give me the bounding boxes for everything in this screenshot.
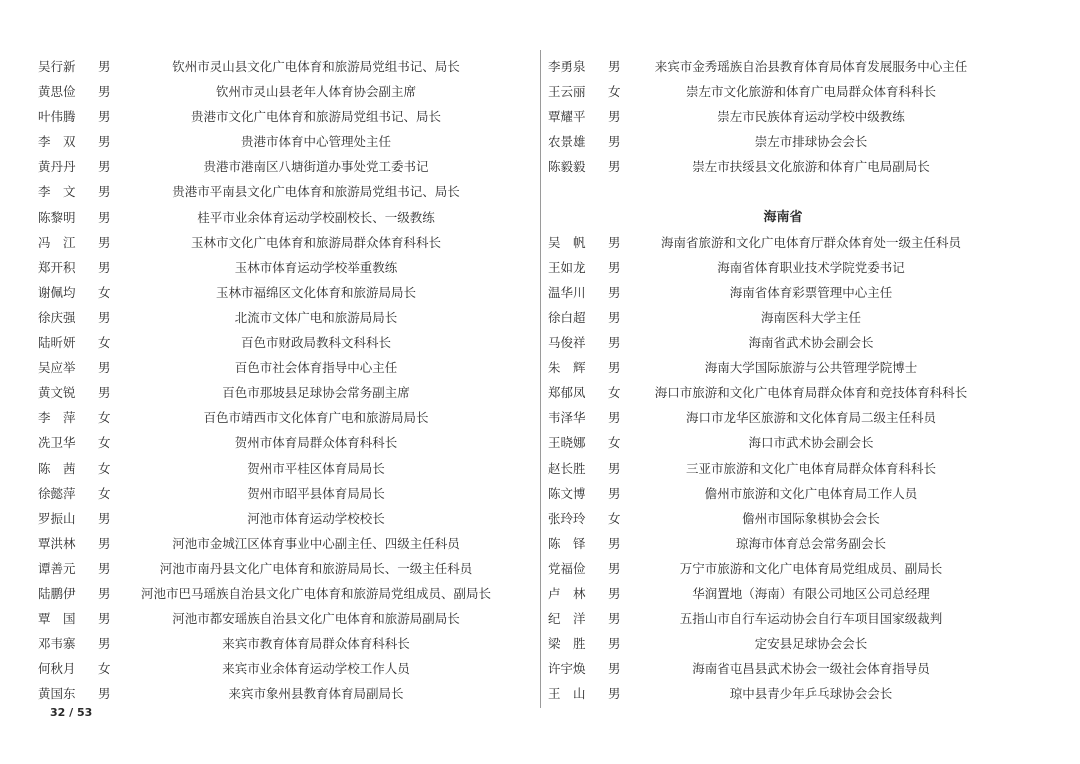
person-name: 朱 辉 xyxy=(548,360,586,376)
province-heading: 海南省 xyxy=(763,209,803,225)
person-title: 三亚市旅游和文化广电体育局群众体育科科长 xyxy=(685,460,936,476)
person-title: 海南省屯昌县武术协会一级社会体育指导员 xyxy=(692,661,930,677)
person-gender: 女 xyxy=(98,335,111,351)
list-item xyxy=(38,405,508,430)
person-title: 华润置地（海南）有限公司地区公司总经理 xyxy=(692,585,930,601)
person-gender: 男 xyxy=(608,134,621,150)
person-title: 琼中县青少年乒乓球协会会长 xyxy=(729,686,893,702)
list-item xyxy=(548,631,988,656)
person-title: 崇左市扶绥县文化旅游和体育广电局副局长 xyxy=(692,159,930,175)
left-column xyxy=(38,54,508,706)
person-gender: 男 xyxy=(98,159,111,175)
list-item xyxy=(548,154,988,179)
list-item xyxy=(548,531,988,556)
person-gender: 男 xyxy=(608,460,621,476)
person-title: 百色市那坡县足球协会常务副主席 xyxy=(222,385,410,401)
person-title: 琼海市体育总会常务副会长 xyxy=(735,535,886,551)
person-title: 贵港市体育中心管理处主任 xyxy=(240,134,391,150)
list-item xyxy=(38,54,508,79)
person-title: 海口市龙华区旅游和文化体育局二级主任科员 xyxy=(685,410,936,426)
person-name: 陆鹏伊 xyxy=(38,585,76,601)
person-name: 吴 帆 xyxy=(548,234,586,250)
person-name: 叶伟腾 xyxy=(38,109,76,125)
person-gender: 男 xyxy=(608,535,621,551)
list-item xyxy=(548,129,988,154)
person-name: 谭善元 xyxy=(38,560,76,576)
person-name: 何秋月 xyxy=(38,661,76,677)
person-gender: 男 xyxy=(98,510,111,526)
person-name: 黄国东 xyxy=(38,686,76,702)
person-title: 海南省体育职业技术学院党委书记 xyxy=(717,259,905,275)
person-title: 海南省旅游和文化广电体育厅群众体育处一级主任科员 xyxy=(660,234,961,250)
list-item xyxy=(548,405,988,430)
person-gender: 男 xyxy=(98,611,111,627)
person-gender: 男 xyxy=(98,184,111,200)
page-number: 32 / 53 xyxy=(50,706,93,719)
person-gender: 女 xyxy=(608,385,621,401)
person-title: 定安县足球协会会长 xyxy=(754,636,868,652)
person-title: 海南医科大学主任 xyxy=(760,309,861,325)
person-gender: 男 xyxy=(98,59,111,74)
person-name: 邓韦寨 xyxy=(38,636,76,652)
person-gender: 女 xyxy=(98,460,111,476)
list-item xyxy=(548,456,988,481)
person-title: 儋州市旅游和文化广电体育局工作人员 xyxy=(704,485,918,501)
person-name: 黄文锐 xyxy=(38,385,76,401)
person-gender: 男 xyxy=(608,585,621,601)
person-title: 崇左市排球协会会长 xyxy=(754,134,868,150)
person-gender: 女 xyxy=(98,485,111,501)
list-item xyxy=(38,154,508,179)
person-name: 温华川 xyxy=(548,284,586,300)
person-name: 黄丹丹 xyxy=(38,159,76,175)
person-gender: 男 xyxy=(608,360,621,376)
person-name: 纪 洋 xyxy=(548,611,586,627)
person-name: 冯 江 xyxy=(38,234,76,250)
person-gender: 女 xyxy=(608,510,621,526)
list-item xyxy=(38,205,508,230)
person-gender: 女 xyxy=(98,435,111,451)
person-name: 张玲玲 xyxy=(548,510,586,526)
person-name: 徐白超 xyxy=(548,309,586,325)
person-name: 郑开积 xyxy=(38,259,76,275)
person-title: 来宾市业余体育运动学校工作人员 xyxy=(222,661,410,677)
person-name: 韦泽华 xyxy=(548,410,586,426)
person-title: 河池市金城江区体育事业中心副主任、四级主任科员 xyxy=(172,535,460,551)
person-gender: 男 xyxy=(608,109,621,125)
person-title: 百色市靖西市文化体育广电和旅游局局长 xyxy=(203,410,429,426)
person-name: 覃洪林 xyxy=(38,535,76,551)
person-name: 党福俭 xyxy=(548,560,586,576)
person-title: 河池市体育运动学校校长 xyxy=(247,510,385,526)
person-gender: 男 xyxy=(608,560,621,576)
person-title: 来宾市金秀瑶族自治县教育体育局体育发展服务中心主任 xyxy=(654,59,968,74)
list-item xyxy=(38,380,508,405)
person-title: 儋州市国际象棋协会会长 xyxy=(742,510,880,526)
person-title: 贵港市文化广电体育和旅游局党组书记、局长 xyxy=(190,109,441,125)
list-item xyxy=(548,380,988,405)
list-item xyxy=(38,481,508,506)
person-gender: 男 xyxy=(608,686,621,702)
person-gender: 男 xyxy=(98,234,111,250)
person-name: 陈黎明 xyxy=(38,209,76,225)
person-gender: 男 xyxy=(98,209,111,225)
person-title: 玉林市福绵区文化体育和旅游局局长 xyxy=(215,284,416,300)
person-gender: 男 xyxy=(98,385,111,401)
person-title: 玉林市体育运动学校举重教练 xyxy=(234,259,398,275)
list-item xyxy=(38,430,508,455)
list-item xyxy=(548,430,988,455)
list-item xyxy=(548,255,988,280)
person-title: 来宾市教育体育局群众体育科科长 xyxy=(222,636,410,652)
person-name: 许宇焕 xyxy=(548,661,586,677)
person-gender: 男 xyxy=(608,259,621,275)
person-gender: 女 xyxy=(98,410,111,426)
right-column xyxy=(548,54,988,706)
person-title: 百色市财政局教科文科科长 xyxy=(240,335,391,351)
person-title: 河池市巴马瑶族自治县文化广电体育和旅游局党组成员、副局长 xyxy=(140,585,491,601)
list-item xyxy=(548,330,988,355)
section-spacer xyxy=(548,179,988,204)
list-item xyxy=(38,230,508,255)
right-bottom-list xyxy=(548,230,988,707)
person-gender: 男 xyxy=(608,335,621,351)
list-item xyxy=(38,681,508,706)
person-name: 覃耀平 xyxy=(548,109,586,125)
person-title: 五指山市自行车运动协会自行车项目国家级裁判 xyxy=(679,611,943,627)
person-gender: 男 xyxy=(608,636,621,652)
person-name: 李 双 xyxy=(38,134,76,150)
person-name: 罗振山 xyxy=(38,510,76,526)
list-item xyxy=(38,280,508,305)
person-name: 谢佩均 xyxy=(38,284,76,300)
person-title: 百色市社会体育指导中心主任 xyxy=(234,360,398,376)
list-item xyxy=(38,355,508,380)
person-title: 崇左市文化旅游和体育广电局群众体育科科长 xyxy=(685,84,936,100)
column-divider xyxy=(540,50,541,708)
list-item xyxy=(548,104,988,129)
person-name: 赵长胜 xyxy=(548,460,586,476)
list-item xyxy=(548,506,988,531)
person-title: 桂平市业余体育运动学校副校长、一级教练 xyxy=(197,209,435,225)
person-name: 陈文博 xyxy=(548,485,586,501)
person-gender: 男 xyxy=(608,159,621,175)
list-item xyxy=(38,556,508,581)
person-gender: 男 xyxy=(98,84,111,100)
person-gender: 女 xyxy=(608,435,621,451)
person-title: 来宾市象州县教育体育局副局长 xyxy=(228,686,404,702)
person-gender: 男 xyxy=(608,234,621,250)
person-title: 河池市南丹县文化广电体育和旅游局局长、一级主任科员 xyxy=(159,560,473,576)
list-item xyxy=(38,531,508,556)
person-name: 冼卫华 xyxy=(38,435,76,451)
person-name: 黄思俭 xyxy=(38,84,76,100)
person-name: 梁 胜 xyxy=(548,636,586,652)
person-gender: 男 xyxy=(98,109,111,125)
person-title: 海南省武术协会副会长 xyxy=(748,335,874,351)
person-name: 李 文 xyxy=(38,184,76,200)
list-item xyxy=(38,606,508,631)
list-item xyxy=(38,79,508,104)
list-item xyxy=(548,54,988,79)
person-name: 卢 林 xyxy=(548,585,586,601)
list-item xyxy=(38,581,508,606)
person-name: 徐庆强 xyxy=(38,309,76,325)
person-title: 贺州市体育局群众体育科科长 xyxy=(234,435,398,451)
person-name: 陆昕妍 xyxy=(38,335,76,351)
person-gender: 男 xyxy=(608,611,621,627)
list-item xyxy=(548,606,988,631)
list-item xyxy=(548,79,988,104)
person-name: 王 山 xyxy=(548,686,586,702)
person-gender: 男 xyxy=(98,686,111,702)
person-name: 郑郁凤 xyxy=(548,385,586,401)
person-gender: 男 xyxy=(608,661,621,677)
person-title: 海南省体育彩票管理中心主任 xyxy=(729,284,893,300)
person-gender: 男 xyxy=(608,309,621,325)
person-name: 李 萍 xyxy=(38,410,76,426)
list-item xyxy=(38,179,508,204)
list-item xyxy=(38,330,508,355)
person-name: 王云丽 xyxy=(548,84,586,100)
person-name: 李勇泉 xyxy=(548,59,586,74)
person-gender: 男 xyxy=(608,485,621,501)
person-gender: 女 xyxy=(98,661,111,677)
list-item xyxy=(548,305,988,330)
list-item xyxy=(548,656,988,681)
person-name: 陈毅毅 xyxy=(548,159,586,175)
person-title: 贺州市昭平县体育局局长 xyxy=(247,485,385,501)
person-title: 海口市旅游和文化广电体育局群众体育和竞技体育科科长 xyxy=(654,385,968,401)
person-title: 钦州市灵山县文化广电体育和旅游局党组书记、局长 xyxy=(172,59,460,74)
person-name: 陈 茜 xyxy=(38,460,76,476)
person-title: 北流市文体广电和旅游局局长 xyxy=(234,309,398,325)
person-title: 钦州市灵山县老年人体育协会副主席 xyxy=(215,84,416,100)
list-item xyxy=(548,280,988,305)
person-name: 覃 国 xyxy=(38,611,76,627)
person-name: 吴行新 xyxy=(38,59,76,74)
list-item xyxy=(38,631,508,656)
list-item xyxy=(38,656,508,681)
person-title: 海口市武术协会副会长 xyxy=(748,435,874,451)
list-item xyxy=(548,355,988,380)
person-title: 贵港市港南区八塘街道办事处党工委书记 xyxy=(203,159,429,175)
person-gender: 女 xyxy=(98,284,111,300)
person-gender: 女 xyxy=(608,84,621,100)
person-name: 陈 铎 xyxy=(548,535,586,551)
person-name: 农景雄 xyxy=(548,134,586,150)
list-item xyxy=(548,230,988,255)
person-gender: 男 xyxy=(608,410,621,426)
right-top-list xyxy=(548,54,988,179)
person-gender: 男 xyxy=(98,134,111,150)
list-item xyxy=(548,581,988,606)
person-title: 贵港市平南县文化广电体育和旅游局党组书记、局长 xyxy=(172,184,460,200)
person-title: 万宁市旅游和文化广电体育局党组成员、副局长 xyxy=(679,560,943,576)
person-name: 吴应举 xyxy=(38,360,76,376)
person-title: 贺州市平桂区体育局局长 xyxy=(247,460,385,476)
list-item xyxy=(548,681,988,706)
person-gender: 男 xyxy=(98,585,111,601)
person-name: 徐懿萍 xyxy=(38,485,76,501)
person-gender: 男 xyxy=(98,535,111,551)
person-name: 马俊祥 xyxy=(548,335,586,351)
person-name: 王如龙 xyxy=(548,259,586,275)
list-item xyxy=(38,305,508,330)
person-title: 崇左市民族体育运动学校中级教练 xyxy=(717,109,905,125)
list-item xyxy=(38,129,508,154)
list-item xyxy=(38,506,508,531)
list-item xyxy=(38,255,508,280)
list-item xyxy=(38,456,508,481)
person-gender: 男 xyxy=(98,636,111,652)
list-item xyxy=(548,556,988,581)
person-title: 海南大学国际旅游与公共管理学院博士 xyxy=(704,360,918,376)
person-title: 河池市都安瑶族自治县文化广电体育和旅游局副局长 xyxy=(172,611,460,627)
list-item xyxy=(38,104,508,129)
person-name: 王晓娜 xyxy=(548,435,586,451)
person-title: 玉林市文化广电体育和旅游局群众体育科科长 xyxy=(190,234,441,250)
person-gender: 男 xyxy=(98,360,111,376)
list-item xyxy=(548,481,988,506)
person-gender: 男 xyxy=(608,284,621,300)
person-gender: 男 xyxy=(98,309,111,325)
person-gender: 男 xyxy=(98,560,111,576)
person-gender: 男 xyxy=(98,259,111,275)
person-gender: 男 xyxy=(608,59,621,74)
